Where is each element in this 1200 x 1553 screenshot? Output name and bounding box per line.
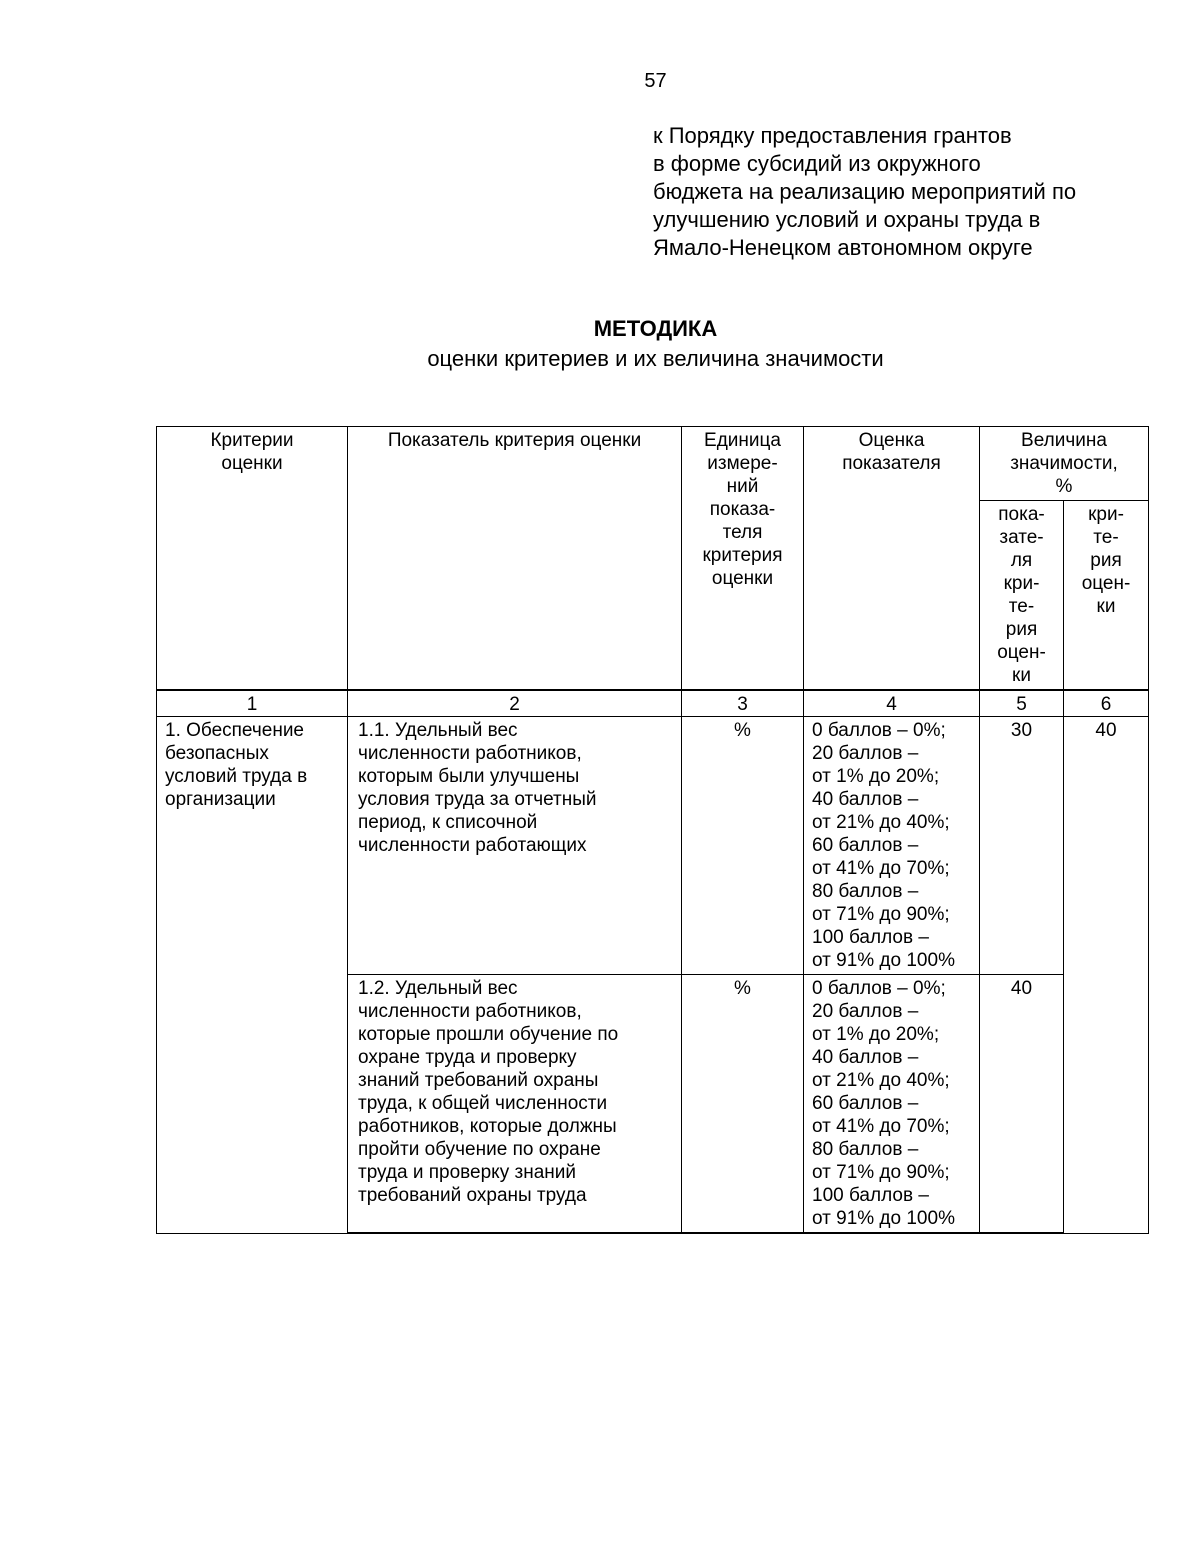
column-number: 1 [157,690,348,717]
appendix-reference: к Порядку предоставления грантов в форме субсидий из окружного бюджета на реализацию мероприятий по улучшению условий и охраны труда в Ямало-Ненецком автономном округе [653,123,1077,260]
header-indicator: Показатель критерия оценки [348,427,682,691]
criterion-weight: 40 [1064,717,1149,1234]
document-title: МЕТОДИКА [593,316,718,341]
column-number-row [157,690,1149,717]
header-criteria: Критерии оценки [157,427,348,691]
column-number: 6 [1064,690,1149,717]
methodology-table [156,426,1149,1234]
table-row [157,717,1149,975]
header-significance: Величина значимости, % [980,427,1149,501]
indicator-weight: 40 [980,975,1064,1234]
header-assessment: Оценка показателя [804,427,980,691]
header-row [157,427,1149,501]
header-significance-indicator: пока- зате- ля кри- те- рия оцен- ки [980,501,1064,691]
indicator-text: 1.2. Удельный вес численности работников, которые прошли обучение по охране труда и проверку знаний требований охраны труда, к общей численности работников, которые должны пройти обучение по охране труда и проверку знаний требований охраны труда [348,975,682,1234]
column-number: 5 [980,690,1064,717]
criterion-name: 1. Обеспечение безопасных условий труда в организации [157,717,348,1234]
page-number: 57 [644,70,667,92]
column-number: 2 [348,690,682,717]
column-number: 4 [804,690,980,717]
unit-cell: % [682,717,804,975]
assessment-cell: 0 баллов – 0%; 20 баллов – от 1% до 20%; 40 баллов – от 21% до 40%; 60 баллов – от 41% до 70%; 80 баллов – от 71% до 90%; 100 баллов – от 91% до 100% [804,717,980,975]
document-subtitle: оценки критериев и их величина значимости [427,346,884,371]
indicator-text: 1.1. Удельный вес численности работников, которым были улучшены условия труда за отчетный период, к списочной численности работающих [348,717,682,975]
indicator-weight: 30 [980,717,1064,975]
unit-cell: % [682,975,804,1234]
header-significance-criterion: кри- те- рия оцен- ки [1064,501,1149,691]
assessment-cell: 0 баллов – 0%; 20 баллов – от 1% до 20%; 40 баллов – от 21% до 40%; 60 баллов – от 41% до 70%; 80 баллов – от 71% до 90%; 100 баллов – от 91% до 100% [804,975,980,1234]
column-number: 3 [682,690,804,717]
header-unit: Единица измере- ний показа- теля критерия оценки [682,427,804,691]
